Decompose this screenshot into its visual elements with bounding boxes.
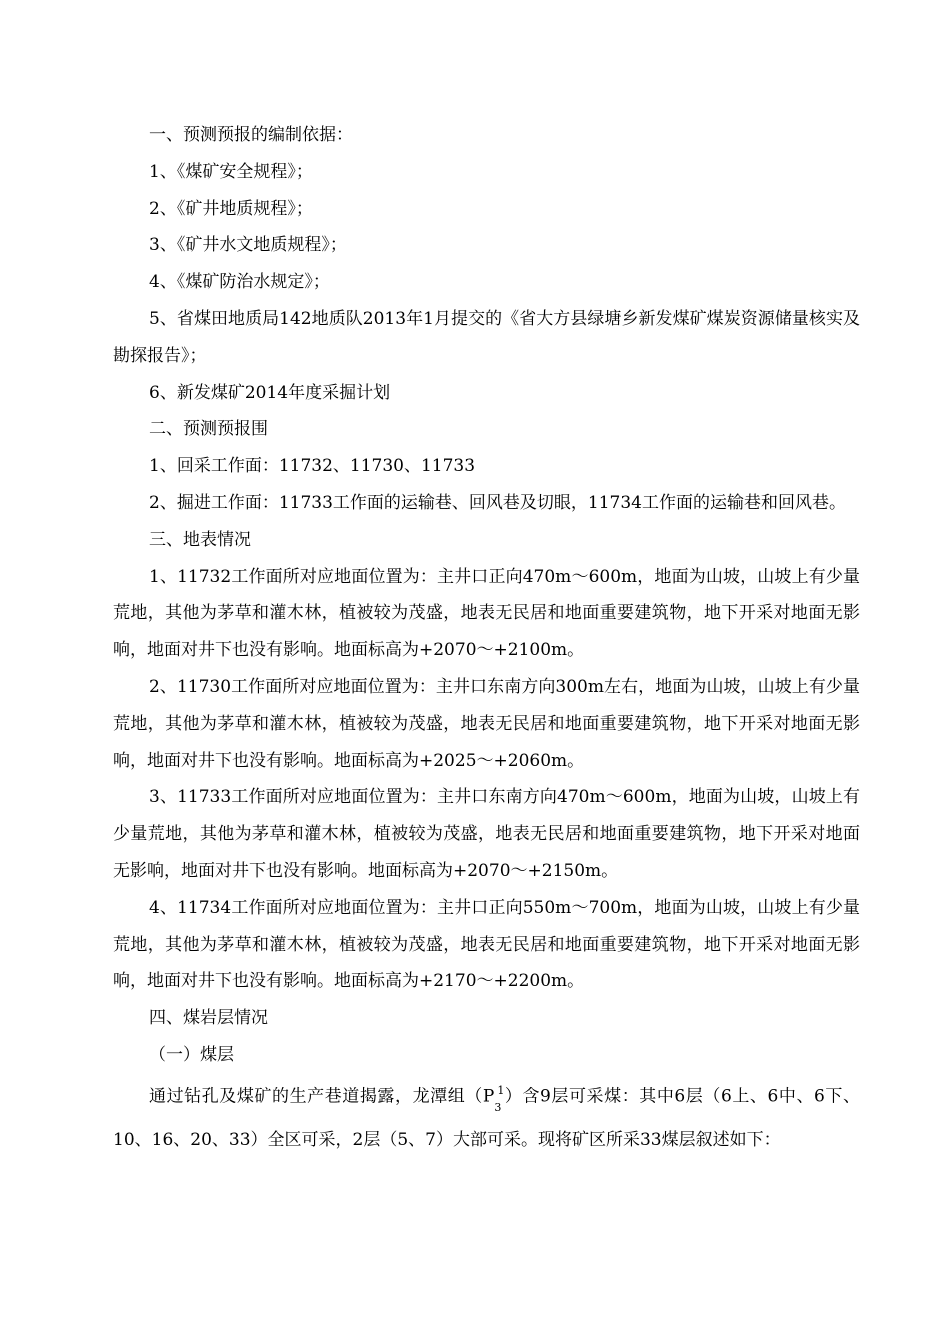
paragraph-coal-seams [113, 1074, 860, 1159]
subscript: 3 [494, 1100, 502, 1114]
list-item: 4、《煤矿防治水规定》； [149, 272, 330, 293]
heading-strata: 四、煤岩层情况 [149, 1008, 268, 1029]
list-item: 1、回采工作面：11732、11730、11733 [149, 456, 476, 477]
document-body [113, 117, 860, 1158]
formation-symbol [494, 1083, 505, 1114]
list-item: 6、新发煤矿2014年度采掘计划 [149, 382, 391, 403]
paragraph-text-before: 通过钻孔及煤矿的生产巷道揭露，龙潭组（P [149, 1086, 495, 1107]
list-item: 2、《矿井地质规程》； [149, 198, 313, 219]
paragraph: 1、11732工作面所对应地面位置为：主井口正向470m～600m，地面为山坡，山坡上有少量荒地，其他为茅草和灌木林，植被较为茂盛，地表无民居和地面重要建筑物，地下开采对地面无影响，地面对井下也没有影响。地面标高为+2070～+2100m。 [113, 566, 860, 661]
list-item: 5、省煤田地质局142地质队2013年1月提交的《省大方县绿塘乡新发煤矿煤炭资源储量核实及勘探报告》； [113, 308, 860, 366]
heading-scope: 二、预测预报围 [149, 419, 268, 440]
list-item: 1、《煤矿安全规程》； [149, 161, 313, 182]
paragraph-text-after: ）含9层可采煤：其中6层（6上、6中、6下、10、16、20、33）全区可采，2层（5、7）大部可采。现将矿区所采33煤层叙述如下： [113, 1086, 860, 1150]
heading-basis: 一、预测预报的编制依据： [149, 125, 353, 145]
list-item: 3、《矿井水文地质规程》； [149, 235, 347, 256]
paragraph: 2、11730工作面所对应地面位置为：主井口东南方向300m左右，地面为山坡，山坡上有少量荒地，其他为茅草和灌木林，植被较为茂盛，地表无民居和地面重要建筑物，地下开采对地面无影响，地面对井下也没有影响。地面标高为+2025～+2060m。 [113, 676, 860, 771]
superscript: 1 [497, 1083, 505, 1097]
subheading-coal-seams: （一）煤层 [149, 1044, 234, 1065]
paragraph: 3、11733工作面所对应地面位置为：主井口东南方向470m～600m，地面为山坡，山坡上有少量荒地，其他为茅草和灌木林，植被较为茂盛，地表无民居和地面重要建筑物，地下开采对地面无影响，地面对井下也没有影响。地面标高为+2070～+2150m。 [113, 787, 860, 881]
list-item: 2、掘进工作面：11733工作面的运输巷、回风巷及切眼，11734工作面的运输巷和回风巷。 [149, 492, 846, 513]
paragraph: 4、11734工作面所对应地面位置为：主井口正向550m～700m，地面为山坡，山坡上有少量荒地，其他为茅草和灌木林，植被较为茂盛，地表无民居和地面重要建筑物，地下开采对地面无影响，地面对井下也没有影响。地面标高为+2170～+2200m。 [113, 897, 860, 992]
heading-surface: 三、地表情况 [149, 529, 251, 550]
